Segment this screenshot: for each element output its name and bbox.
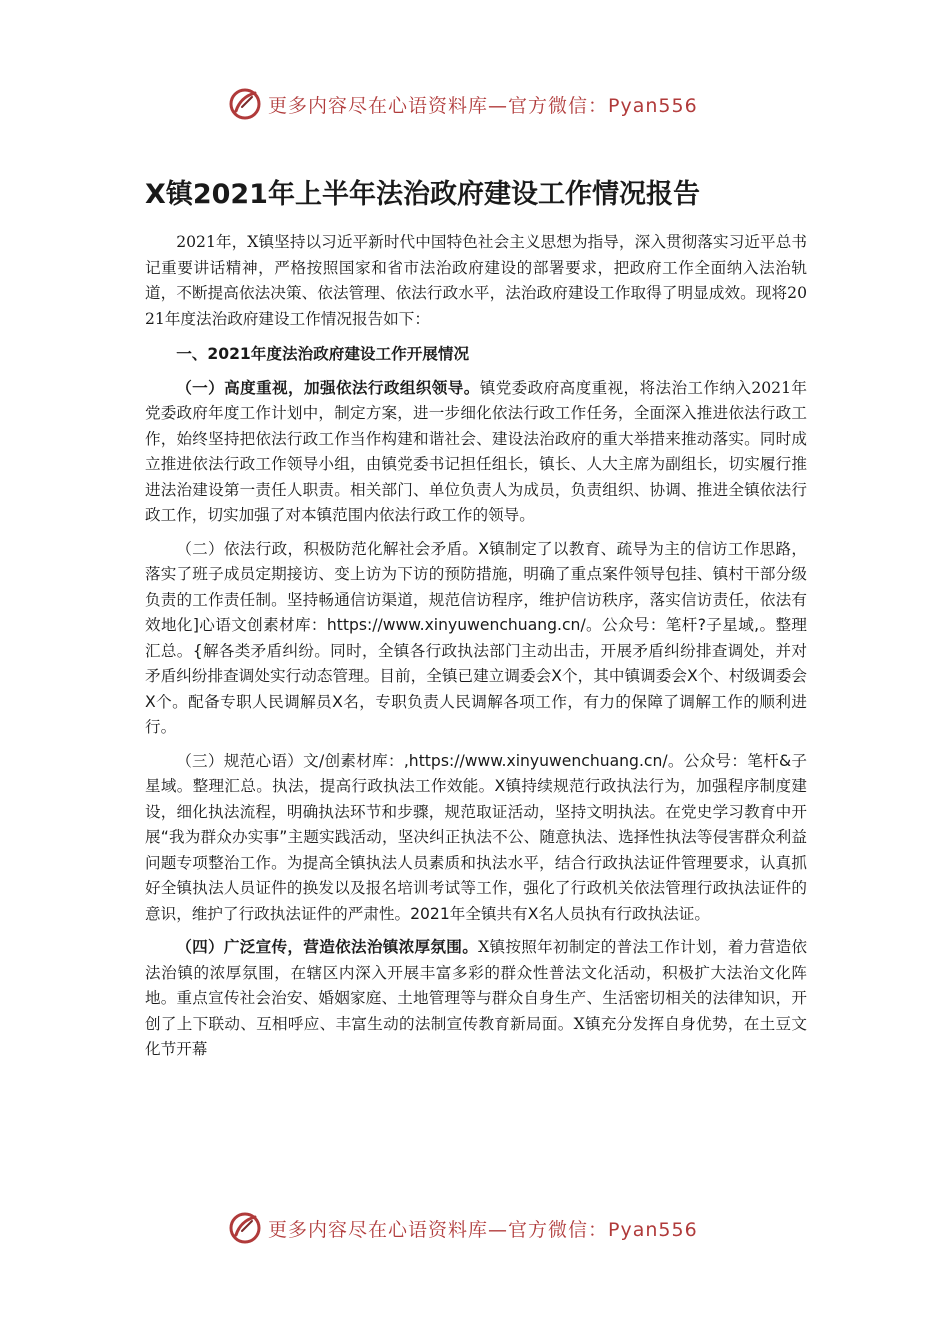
watermark-text: 更多内容尽在心语资料库—官方微信：Pyan556 — [268, 1218, 698, 1241]
intro-paragraph: 2021年，X镇坚持以习近平新时代中国特色社会主义思想为指导，深入贯彻落实习近平总书记重要讲话精神，严格按照国家和省市法治政府建设的部署要求，把政府工作全面纳入法治轨道，不断提高依法决策、依法管理、依法行政水平，法治政府建设工作取得了明显成效。现将2021年度法治政府建设工作情况报告如下： — [145, 233, 807, 328]
pen-swirl-logo-icon — [228, 1211, 262, 1245]
header-watermark — [228, 84, 748, 124]
document-body — [145, 230, 807, 1071]
paragraph-1 — [145, 376, 807, 529]
paragraph-4-lead: （四）广泛宣传，营造依法治镇浓厚氛围。 — [176, 938, 479, 956]
paragraph-4 — [145, 935, 807, 1063]
footer-watermark — [228, 1208, 748, 1248]
pen-swirl-logo-icon — [228, 87, 262, 121]
paragraph-2: （二）依法行政，积极防范化解社会矛盾。X镇制定了以教育、疏导为主的信访工作思路，落实了班子成员定期接访、变上访为下访的预防措施，明确了重点案件领导包挂、镇村干部分级负责的工作责任制。坚持畅通信访渠道，规范信访程序，维护信访秩序，落实信访责任，依法有效地化]心语文创素材库：https://www.xinyuwenchuang.cn/。公众号：笔杆?子星域,。整理汇总。{解各类矛盾纠纷。同时，全镇各行政执法部门主动出击，开展矛盾纠纷排查调处，并对矛盾纠纷排查调处实行动态管理。目前，全镇已建立调委会X个，其中镇调委会X个、村级调委会X个。配备专职人民调解员X名，专职负责人民调解各项工作，有力的保障了调解工作的顺利进行。 — [145, 539, 807, 736]
paragraph-3: （三）规范心语）文/创素材库：,https://www.xinyuwenchuang.cn/。公众号：笔杆&子星域。整理汇总。执法，提高行政执法工作效能。X镇持续规范行政执法行为，加强程序制度建设，细化执法流程，明确执法环节和步骤，规范取证活动，坚持文明执法。在党史学习教育中开展“我为群众办实事”主题实践活动，坚决纠正执法不公、随意执法、选择性执法等侵害群众利益问题专项整治工作。为提高全镇执法人员素质和执法水平，结合行政执法证件管理要求，认真抓好全镇执法人员证件的换发以及报名培训考试等工作，强化了行政机关依法管理行政执法证件的意识，维护了行政执法证件的严肃性。2021年全镇共有X名人员执有行政执法证。 — [145, 751, 807, 923]
section-heading: 一、2021年度法治政府建设工作开展情况 — [176, 345, 470, 363]
paragraph-1-lead: （一）高度重视，加强依法行政组织领导。 — [176, 378, 480, 397]
document-title: X镇2021年上半年法治政府建设工作情况报告 — [145, 179, 700, 210]
paragraph-1-body: 镇党委政府高度重视，将法治工作纳入2021年党委政府年度工作计划中，制定方案，进一步细化依法行政工作任务，全面深入推进依法行政工作，始终坚持把依法行政工作当作构建和谐社会、建设法治政府的重大举措来推动落实。同时成立推进依法行政工作领导小组，由镇党委书记担任组长，镇长、人大主席为副组长，切实履行推进法治建设第一责任人职责。相关部门、单位负责人为成员，负责组织、协调、推进全镇依法行政工作，切实加强了对本镇范围内依法行政工作的领导。 — [145, 378, 807, 524]
paragraph-4-body: X镇按照年初制定的普法工作计划，着力营造依法治镇的浓厚氛围，在辖区内深入开展丰富多彩的群众性普法文化活动，积极扩大法治文化阵地。重点宣传社会治安、婚姻家庭、土地管理等与群众自身生产、生活密切相关的法律知识，开创了上下联动、互相呼应、丰富生动的法制宣传教育新局面。X镇充分发挥自身优势，在土豆文化节开幕 — [145, 938, 807, 1058]
watermark-text: 更多内容尽在心语资料库—官方微信：Pyan556 — [268, 94, 698, 117]
